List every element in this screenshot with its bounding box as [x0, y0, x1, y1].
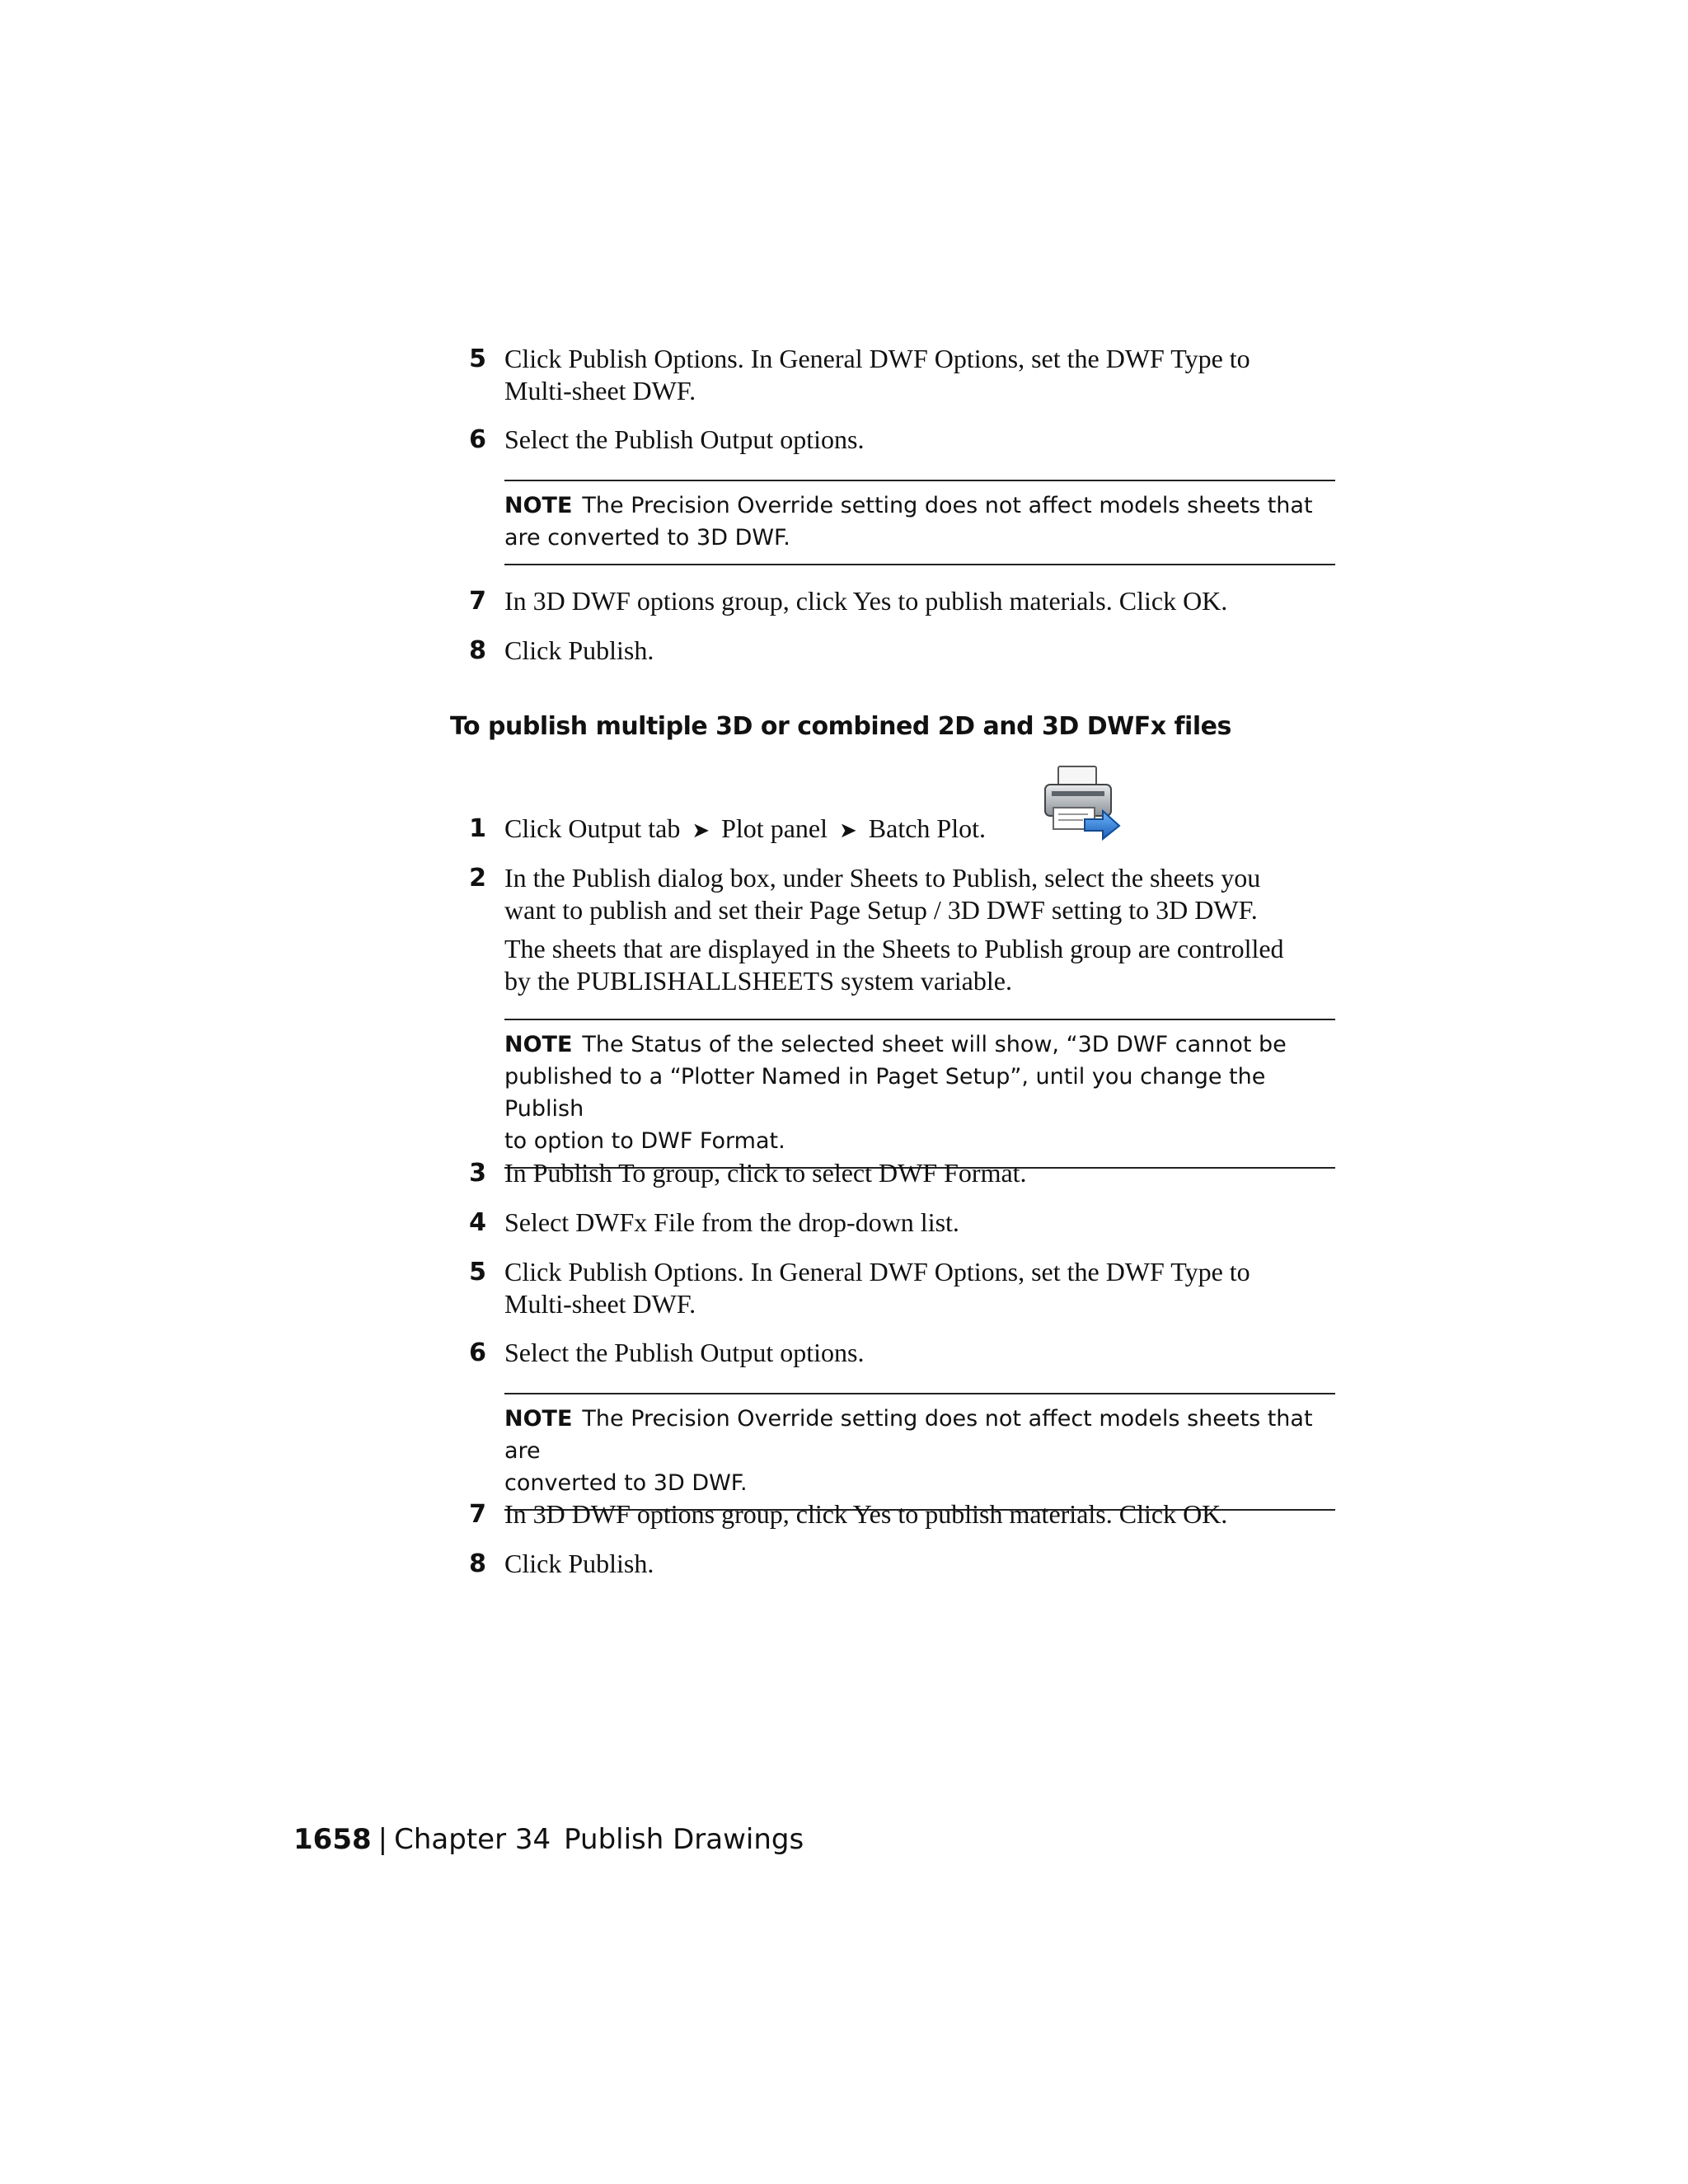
step-number: 4 — [469, 1208, 486, 1237]
step-text-continued: Multi-sheet DWF. — [504, 376, 696, 405]
step-number: 6 — [469, 425, 486, 454]
ribbon-tab-name: Click Output tab — [504, 813, 681, 843]
section-heading: To publish multiple 3D or combined 2D and 3D DWFx files — [450, 712, 1231, 741]
step-6 — [462, 1337, 1335, 1369]
note-precision-top — [504, 480, 1335, 565]
footer-separator: | — [377, 1823, 388, 1856]
step-text: Select DWFx File from the drop-down list. — [504, 1207, 959, 1237]
arrow-right-icon: ➤ — [838, 818, 857, 842]
step-number: 3 — [469, 1159, 486, 1188]
note-status — [504, 1019, 1335, 1169]
step-text: In 3D DWF options group, click Yes to publish materials. Click OK. — [504, 1499, 1228, 1529]
note-text-continued: published to a “Plotter Named in Paget Setup”, until you change the Publish — [504, 1064, 1266, 1122]
chapter-title: Publish Drawings — [564, 1823, 804, 1856]
step-number: 5 — [469, 1258, 486, 1286]
step-number: 8 — [469, 1549, 486, 1578]
step-text: In Publish To group, click to select DWF Format. — [504, 1158, 1027, 1188]
step-number: 2 — [469, 864, 486, 893]
step-8 — [462, 1548, 1335, 1580]
note-text: The Precision Override setting does not affect models sheets that are converted to 3D DWF. — [504, 493, 1313, 551]
step-2 — [462, 862, 1335, 926]
step-number: 1 — [469, 814, 486, 843]
step-text-continued: want to publish and set their Page Setup / 3D DWF setting to 3D DWF. — [504, 895, 1258, 925]
step-number: 7 — [469, 587, 486, 616]
page-footer — [293, 1823, 804, 1856]
step-text: Select the Publish Output options. — [504, 1338, 865, 1367]
step-text: In the Publish dialog box, under Sheets to Publish, select the sheets you — [504, 863, 1261, 893]
step-8-top — [462, 635, 1335, 667]
page-number: 1658 — [293, 1823, 372, 1856]
step-number: 8 — [469, 636, 486, 665]
explanation-paragraph — [504, 933, 1337, 997]
note-label: NOTE — [504, 1032, 573, 1057]
step-text-continued: Multi-sheet DWF. — [504, 1289, 696, 1319]
command-name: Batch Plot. — [868, 813, 986, 843]
step-3 — [462, 1157, 1335, 1189]
note-text-continued: to option to DWF Format. — [504, 1128, 785, 1154]
step-number: 6 — [469, 1338, 486, 1367]
step-6-top — [462, 424, 1335, 456]
note-precision — [504, 1393, 1335, 1511]
step-4 — [462, 1207, 1335, 1239]
paragraph-line: by the PUBLISHALLSHEETS system variable. — [504, 966, 1012, 996]
step-7 — [462, 1498, 1335, 1530]
paragraph-line: The sheets that are displayed in the Sheets to Publish group are controlled — [504, 934, 1284, 963]
step-text: Click Publish. — [504, 635, 654, 665]
ribbon-panel-name: Plot panel — [721, 813, 828, 843]
step-text: Select the Publish Output options. — [504, 424, 865, 454]
step-number: 5 — [469, 344, 486, 373]
batch-plot-icon — [1042, 765, 1121, 841]
note-text-continued: converted to 3D DWF. — [504, 1470, 748, 1496]
step-text: Click Publish Options. In General DWF Options, set the DWF Type to — [504, 344, 1250, 373]
step-1 — [462, 813, 1335, 846]
arrow-right-icon: ➤ — [692, 818, 710, 842]
step-text: Click Publish. — [504, 1549, 654, 1578]
note-text: The Status of the selected sheet will show, “3D DWF cannot be — [582, 1032, 1287, 1057]
step-text: In 3D DWF options group, click Yes to publish materials. Click OK. — [504, 586, 1228, 616]
note-label: NOTE — [504, 1406, 573, 1432]
note-text: The Precision Override setting does not affect models sheets that are — [504, 1406, 1313, 1464]
step-number: 7 — [469, 1500, 486, 1529]
step-5 — [462, 1256, 1335, 1320]
chapter-label: Chapter 34 — [394, 1823, 551, 1856]
step-7-top — [462, 585, 1335, 617]
step-text: Click Publish Options. In General DWF Options, set the DWF Type to — [504, 1257, 1250, 1286]
step-5-top — [462, 343, 1335, 407]
note-label: NOTE — [504, 493, 573, 518]
